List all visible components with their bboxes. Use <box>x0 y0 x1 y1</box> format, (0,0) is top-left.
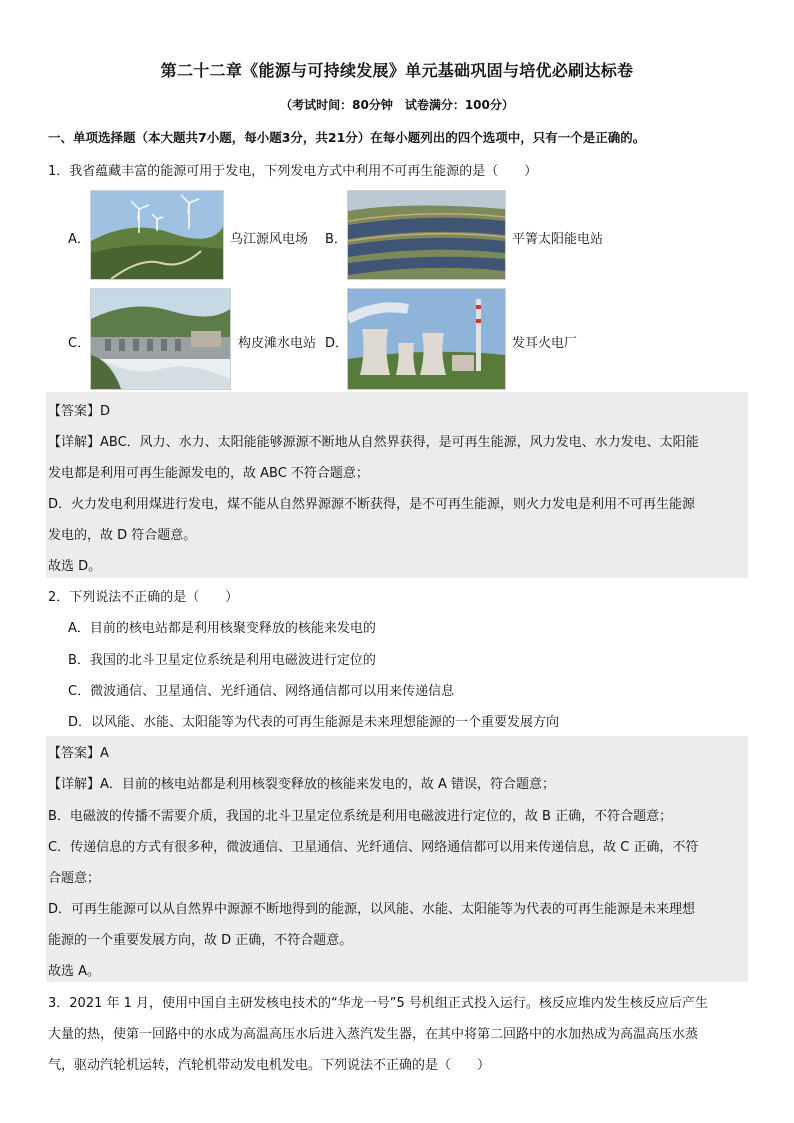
detail-q2-line: 【详解】A．目前的核电站都是利用核裂变释放的核能来发电的，故 A 错误，符合题意； <box>48 777 556 792</box>
option-d-label: D． <box>325 336 349 351</box>
exam-info: （考试时间：80分钟 试卷满分：100分） <box>280 98 514 112</box>
question-3-stem-line: 大量的热，使第一回路中的水成为高温高压水后进入蒸汽发生器，在其中将第二回路中的水加热成为高温高压水蒸 <box>48 1027 699 1042</box>
question-3-stem-line: 3．2021 年 1 月，使用中国自主研发核电技术的“华龙一号”5 号机组正式投入运行。核反应堆内发生核反应后产生 <box>48 996 708 1011</box>
detail-q2-line: C．传递信息的方式有很多种，微波通信、卫星通信、光纤通信、网络通信都可以用来传递信息，故 C 正确，不符 <box>48 840 699 855</box>
thermal-power-plant-photo <box>347 288 506 390</box>
detail-q1-line: 【详解】ABC．风力、水力、太阳能能够源源不断地从自然界获得，是可再生能源，风力发电、水力发电、太阳能 <box>48 435 699 450</box>
question-2-stem: 2．下列说法不正确的是（ ） <box>48 590 239 605</box>
answer-block-q1 <box>46 392 748 578</box>
wind-farm-photo <box>90 190 224 280</box>
detail-q1-line: 发电都是利用可再生能源发电的，故 ABC 不符合题意； <box>48 466 369 481</box>
detail-q2-line: 能源的一个重要发展方向，故 D 正确，不符合题意。 <box>48 933 353 948</box>
option-b-caption: 平箐太阳能电站 <box>512 232 604 247</box>
option-b: B．我国的北斗卫星定位系统是利用电磁波进行定位的 <box>68 653 376 668</box>
option-c: C．微波通信、卫星通信、光纤通信、网络通信都可以用来传递信息 <box>68 684 455 699</box>
section-heading: 一、单项选择题（本大题共7小题，每小题3分，共21分）在每小题列出的四个选项中，只有一个是正确的。 <box>48 130 646 145</box>
hydropower-dam-photo <box>90 288 231 390</box>
option-a: A．目前的核电站都是利用核聚变释放的核能来发电的 <box>68 621 376 636</box>
detail-q2-line: D．可再生能源可以从自然界中源源不断地得到的能源，以风能、水能、太阳能等为代表的可再生能源是未来理想 <box>48 902 696 917</box>
detail-q2-line: 合题意； <box>48 871 101 886</box>
answer-q2: 【答案】A <box>48 746 109 761</box>
question-3-stem-line: 气，驱动汽轮机运转，汽轮机带动发电机发电。下列说法不正确的是（ ） <box>48 1058 491 1073</box>
option-a-label: A． <box>68 232 90 247</box>
option-d: D．以风能、水能、太阳能等为代表的可再生能源是未来理想能源的一个重要发展方向 <box>68 715 560 730</box>
detail-q1-line: 发电的，故 D 符合题意。 <box>48 528 197 543</box>
option-b-label: B． <box>325 232 347 247</box>
detail-q1-line: D．火力发电利用煤进行发电，煤不能从自然界源源不断获得，是不可再生能源，则火力发电是利用不可再生能源 <box>48 497 696 512</box>
detail-q2-line: B．电磁波的传播不需要介质，我国的北斗卫星定位系统是利用电磁波进行定位的，故 B 正确，不符合题意； <box>48 809 673 824</box>
option-c-label: C． <box>68 336 91 351</box>
option-a-caption: 乌江源风电场 <box>230 232 309 247</box>
answer-q1: 【答案】D <box>48 404 111 419</box>
option-d-caption: 发耳火电厂 <box>512 336 578 351</box>
option-c-caption: 构皮滩水电站 <box>238 336 317 351</box>
solar-station-photo <box>347 190 506 280</box>
detail-q1-line: 故选 D。 <box>48 559 102 574</box>
page-title: 第二十二章《能源与可持续发展》单元基础巩固与培优必刷达标卷 <box>160 61 634 80</box>
question-1-stem: 1．我省蕴藏丰富的能源可用于发电，下列发电方式中利用不可再生能源的是（ ） <box>48 164 538 179</box>
detail-q2-line: 故选 A。 <box>48 964 101 979</box>
